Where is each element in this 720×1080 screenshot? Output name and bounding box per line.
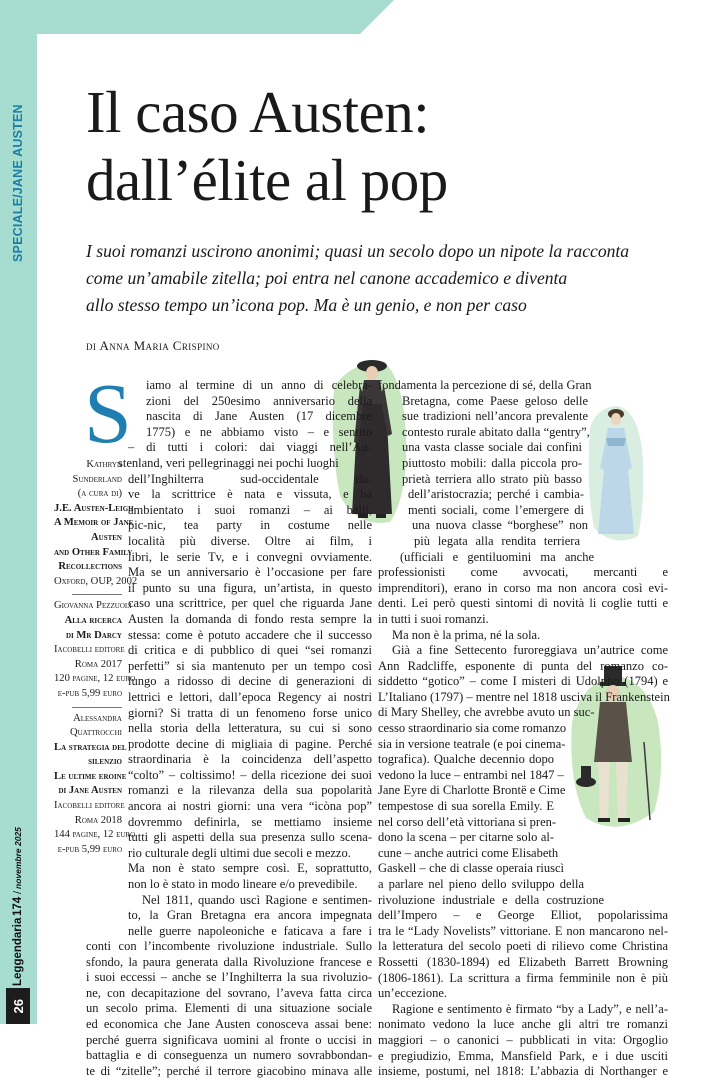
text-line: cune – anche autrici come Elisabeth xyxy=(378,845,559,860)
text-line: sia in versione teatrale (e poi cinema- xyxy=(378,736,566,751)
text-line: dell’Inghilterra sud-occidentale do- xyxy=(128,471,372,486)
text-line: ambientato i suoi romanzi – ai balli, xyxy=(128,502,372,517)
reference-line: e-pub 5,99 euro xyxy=(57,843,122,855)
text-line: dell’aristocrazia; perché i cambia- xyxy=(408,487,584,502)
reference-line: Recollections xyxy=(58,561,122,573)
text-line: Ma non è stato sempre così. E, soprattutto, xyxy=(128,861,372,876)
text-line: iamo al termine di un anno di celebra- xyxy=(146,378,372,392)
text-line: Gaskell – che di classe operaia riuscì xyxy=(378,861,564,876)
text-line: Nel 1811, quando uscì Ragione e sentimen- xyxy=(142,892,372,907)
text-line: “colto” – coltissimo! – della ricezione dei suoi xyxy=(128,767,372,782)
text-line: L’Italiano (1797) – mentre nel 1818 usciva il Frankenstein xyxy=(378,689,670,704)
column-1-opening xyxy=(128,378,372,456)
text-line: più legata alla rendita terriera xyxy=(414,533,580,548)
reference-line: di Mr Darcy xyxy=(65,629,122,641)
reference-line: Iacobelli editore xyxy=(54,644,125,656)
text-line: contesto rurale abitato dalla “gentry”, xyxy=(402,424,590,439)
reference-line: 144 pagine, 12 euro xyxy=(54,829,136,841)
reference-line: 120 pagine, 12 euro xyxy=(54,673,136,685)
reference-line: La strategia del xyxy=(54,741,127,753)
reference-line: silenzio xyxy=(88,756,122,768)
reference-line: e-pub 5,99 euro xyxy=(57,687,122,699)
text-line: tografica). Qualche decennio dopo xyxy=(378,752,554,767)
reference-divider xyxy=(72,707,122,708)
text-line: di Mary Shelley, che avrebbe avuto un suc- xyxy=(378,705,595,720)
magazine-name: Leggendaria xyxy=(12,917,24,986)
text-line: insieme, postumi, nel 1818: L’abbazia di Northanger e xyxy=(378,1064,668,1079)
text-line: imprenditori), erano in corso ma non ancora così evi- xyxy=(378,580,668,595)
reference-line: Quattrocchi xyxy=(70,727,122,739)
subtitle-line: allo stesso tempo un’icona pop. Ma è un genio, e non per caso xyxy=(86,295,527,315)
text-line: Ann Radcliffe, esponente di punta del romanzo co- xyxy=(378,658,668,673)
text-line: professionisti come avvocati, mercanti e xyxy=(378,565,668,580)
title-line: dall’élite al pop xyxy=(86,147,448,213)
text-line: fondamenta la percezione di sé, della Gran xyxy=(378,378,592,392)
article-subtitle xyxy=(86,238,706,319)
text-line: prodotte decine di migliaia di pagine. Perché xyxy=(128,736,372,751)
text-line: zioni del 250esimo anniversario della xyxy=(146,393,372,408)
text-line: maggiori – o canonici – pubblicati in vita: Orgoglio xyxy=(378,1032,668,1047)
text-line: denti. Lei però questi sintomi di novità li coglie tutti e xyxy=(378,596,668,611)
text-line: Ma non è la prima, né la sola. xyxy=(392,627,541,642)
reference-line: Austen xyxy=(91,531,122,543)
text-line: Bretagna, come Paese geloso delle xyxy=(402,393,588,408)
text-line: straordinaria è la coincidenza dell’aspetto xyxy=(128,752,372,767)
text-line: una vasta classe sociale dai confini xyxy=(402,440,582,455)
text-line: menti sociali, come l’emergere di xyxy=(408,502,584,517)
text-line: Rossetti (1830-1894) ed Elizabeth Barrett Browning xyxy=(378,954,668,969)
text-line: dovremmo definirla, se mettiamo insieme xyxy=(128,814,372,829)
text-line: di critica e di pubblico di quei “sei romanzi xyxy=(128,643,372,658)
reference-line: Alla ricerca xyxy=(64,614,122,626)
magazine-date: novembre 2025 xyxy=(13,827,23,890)
text-line: ed economica che Jane Austen conosceva assai bene: xyxy=(86,1016,372,1031)
text-line: tempestose di sua sorella Emily. E xyxy=(378,799,554,814)
column-1-text xyxy=(118,456,372,939)
text-line: libri, le serie Tv, e i convegni ovviamente. xyxy=(128,549,372,564)
text-line: te di “zitelle”; perché il terrore giacobino minava alle xyxy=(86,1063,372,1078)
text-line: un secolo prima. Elementi di una situazione sociale xyxy=(86,1001,372,1016)
text-line: caso una scrittrice, per quel che riguarda Jane xyxy=(128,596,372,611)
reference-line: di Jane Austen xyxy=(58,785,122,797)
byline-author: Anna Maria Crispino xyxy=(99,338,220,353)
section-label: SPECIALE/JANE AUSTEN xyxy=(11,104,25,262)
text-line: stenland, veri pellegrinaggi nei pochi luoghi xyxy=(118,456,339,470)
text-line: lettrici e lettori, dall’epoca Regency ai nostri xyxy=(128,689,372,704)
text-line: dell’Impero – e George Elliot, popolarissima xyxy=(378,908,668,923)
subtitle-line: come un’amabile zitella; poi entra nel canone accademico e diventa xyxy=(86,268,568,288)
reference-line: Le ultime eroine xyxy=(54,770,127,782)
text-line: lungo a ridosso di decine di generazioni di xyxy=(128,674,372,689)
reference-line: Giovanna Pezzuoli xyxy=(54,600,132,612)
top-decorative-band xyxy=(0,0,394,34)
text-line: sfondo, la paura generata dalla Rivoluzione francese e xyxy=(86,954,372,969)
text-line: siddetto “gotico” – come I misteri di Udolpho (1794) e xyxy=(378,674,668,689)
page-number-text: 26 xyxy=(10,998,26,1014)
text-line: perfetti” si sia mantenuto per un tempo così xyxy=(128,658,372,673)
title-line: Il caso Austen: xyxy=(86,79,430,145)
text-line: 1775) e ne abbiamo visto – e sentito xyxy=(146,424,372,439)
text-line: Ragione e sentimento è firmato “by a Lady”, e nell’a- xyxy=(392,1001,668,1016)
article-title xyxy=(86,78,686,214)
reference-line: Roma 2018 xyxy=(74,814,122,826)
text-line: sue tradizioni nell’ancora prevalente xyxy=(402,409,588,424)
text-line: località più diverse. Oltre ai film, i xyxy=(128,533,372,548)
reference-line: Alessandra xyxy=(73,712,122,724)
reference-line: (a cura di) xyxy=(77,488,122,500)
page-number xyxy=(6,988,30,1024)
text-line: stessa: come è potuto accadere che il successo xyxy=(128,627,372,642)
text-line: Già a fine Settecento furoreggiava un’autrice come xyxy=(392,643,668,658)
reference-line: and Other Family xyxy=(54,546,133,558)
drop-cap: S xyxy=(84,365,132,461)
byline xyxy=(86,338,220,354)
text-line: piuttosto mobili: dalla piccola pro- xyxy=(402,455,582,470)
text-line: romanzi e la rilevanza della sua popolarità xyxy=(128,783,372,798)
text-line: tra le “Lady Novelists” vittoriane. E non mancarono nel- xyxy=(378,923,668,938)
text-line: nascita di Jane Austen (17 dicembre xyxy=(146,409,372,424)
text-line: Ma se un anniversario è l’occasione per fare xyxy=(128,565,372,580)
reference-divider xyxy=(72,594,122,595)
text-line: ve la scrittrice è nata e vissuta, e ha xyxy=(128,487,372,502)
text-line: – di tutti i colori: dai viaggi nell’Au- xyxy=(128,440,372,455)
text-line: nelle guerre napoleoniche e faticava a fare i xyxy=(128,923,372,938)
text-line: i suoi eccessi – anche se l’Inghilterra la sua rivoluzio- xyxy=(86,970,372,985)
text-line: ancora ai nostri giorni: una vera “icòna pop” xyxy=(128,799,372,814)
column-1-wide-text xyxy=(86,939,372,1079)
text-line: Austen la domanda di fondo resta sempre la xyxy=(128,611,372,626)
byline-prefix: di xyxy=(86,338,97,353)
text-line: dono la scena – per citarne solo al- xyxy=(378,830,554,845)
text-line: un’eccezione. xyxy=(378,986,448,1001)
text-line: prietà terriera allo strato più basso xyxy=(402,471,582,486)
text-line: non lo è stato in modo lineare e/o prevedibile. xyxy=(128,877,358,892)
text-line: battaglia e di conseguenza un numero sovrabbondan- xyxy=(86,1048,372,1063)
text-line: rio culturale degli ultimi due secoli e mezzo. xyxy=(128,845,351,860)
column-2-text xyxy=(378,378,668,1080)
reference-line: Oxford, OUP, 2002 xyxy=(54,575,138,587)
magazine-info: Leggendaria 174 / novembre 2025 xyxy=(12,827,24,986)
reference-line: A Memoir of Jane xyxy=(54,517,134,529)
reference-line: J.E. Austen-Leigh xyxy=(54,502,134,514)
text-line: perché guerra significava uomini al fronte o uccisi in xyxy=(86,1032,372,1047)
reference-line: Roma 2017 xyxy=(74,658,122,670)
text-line: giorni? Si tratta di un fenomeno forse unico xyxy=(128,705,372,720)
text-line: (1806-1861). La scrittura a firma femminile non è più xyxy=(378,970,668,985)
text-line: nel corso dell’età vittoriana si pren- xyxy=(378,814,557,829)
text-line: la letteratura del secolo poeti di rilievo come Christina xyxy=(378,939,668,954)
text-line: pic-nic, tea party in costume nelle xyxy=(128,518,372,533)
text-line: nonimato vedono la luce anche gli altri tre romanzi xyxy=(378,1017,668,1032)
text-line: cesso straordinario sia come romanzo xyxy=(378,721,567,736)
reference-line: Sunderland xyxy=(72,473,122,485)
text-line: rivoluzione industriale e della costruzione xyxy=(378,892,604,907)
text-line: vedono la luce – entrambi nel 1847 – xyxy=(378,767,564,782)
text-line: Jane Eyre di Charlotte Brontë e Cime xyxy=(378,783,566,798)
reference-line: Kathryn xyxy=(86,459,122,470)
subtitle-line: I suoi romanzi uscirono anonimi; quasi un secolo dopo un nipote la racconta xyxy=(86,241,630,261)
text-line: conti con l’incombente rivoluzione industriale. Sullo xyxy=(86,939,372,953)
text-line: in tutti i suoi romanzi. xyxy=(378,611,489,626)
text-line: to, la Gran Bretagna era ancora impegnata xyxy=(128,908,372,923)
magazine-issue: 174 xyxy=(12,896,24,916)
text-line: ne, con decapitazione del sovrano, l’aveva fatta circa xyxy=(86,985,372,1000)
text-line: a parlare nel pieno dello sviluppo della xyxy=(378,877,584,891)
text-line: il punto su una figura, un’artista, in questo xyxy=(128,580,372,595)
text-line: nella storia della letteratura, su cui si sono xyxy=(128,721,372,736)
text-line: una nuova classe “borghese” non xyxy=(412,518,588,533)
text-line: tutti gli aspetti della sua presenza sullo scena- xyxy=(128,830,372,845)
reference-line: Iacobelli editore xyxy=(54,800,125,812)
references-sidebar xyxy=(54,458,138,857)
text-line: (ufficiali e gentiluomini ma anche xyxy=(400,549,594,564)
text-line: e pregiudizio, Emma, Mansfield Park, e i due usciti xyxy=(378,1048,668,1063)
